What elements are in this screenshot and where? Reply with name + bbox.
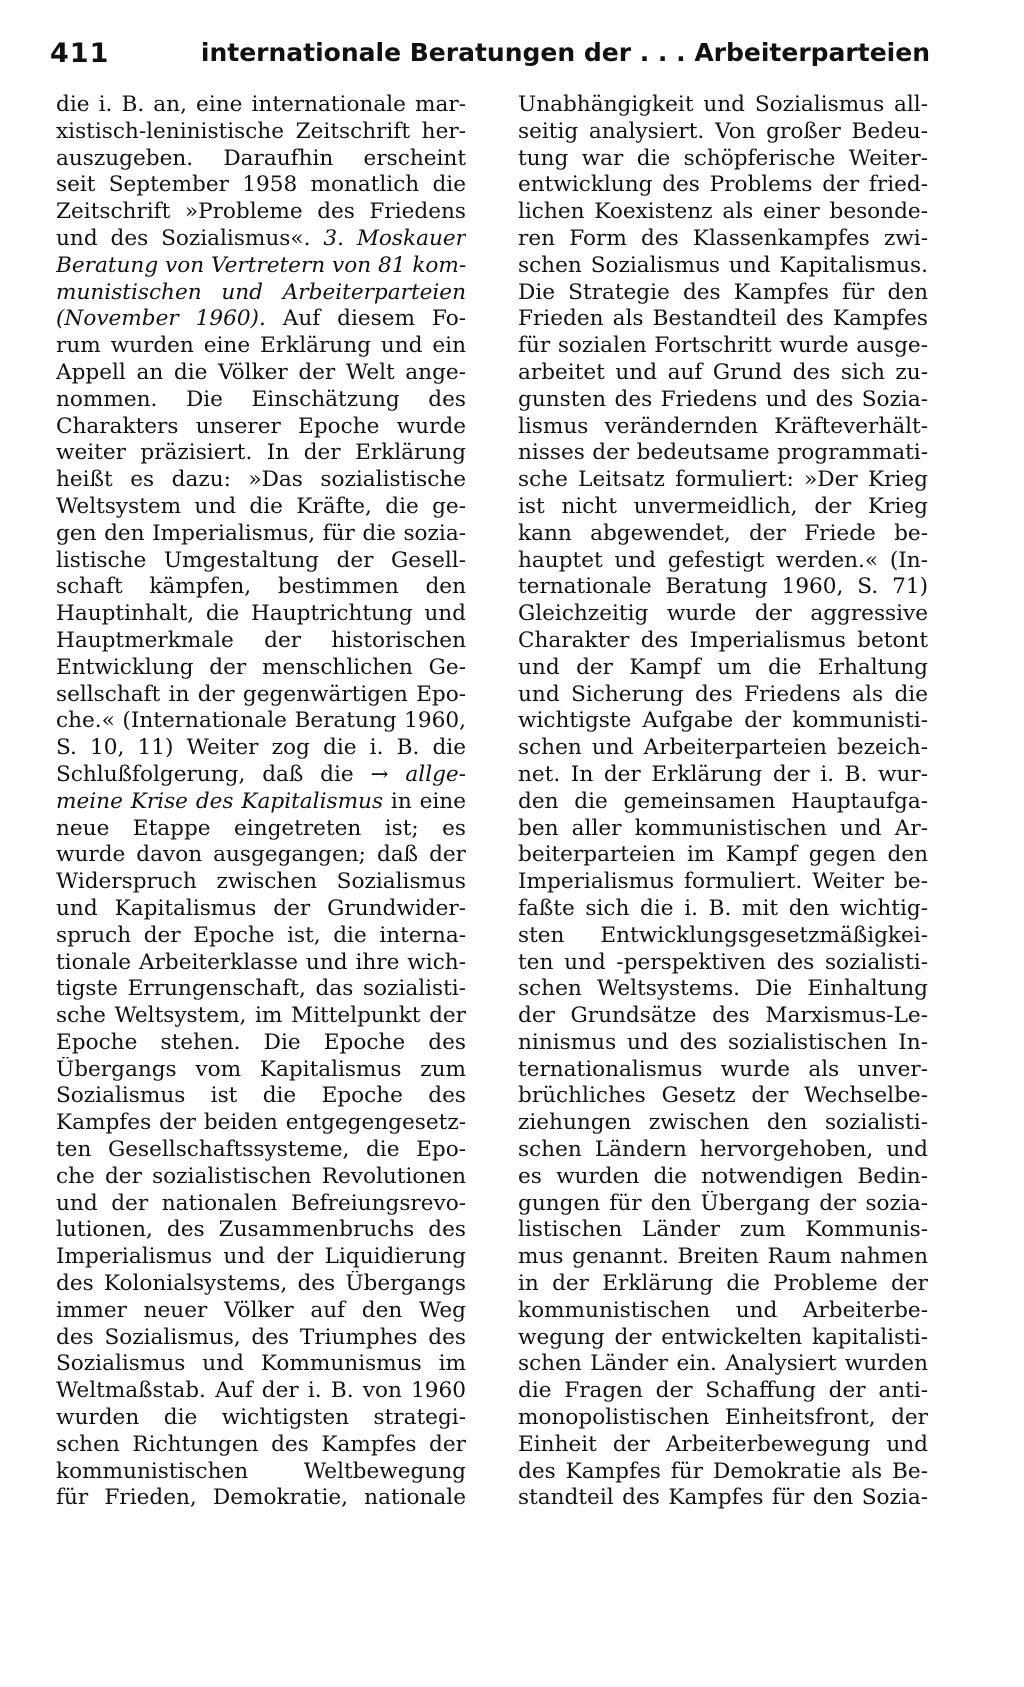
text-line xyxy=(518,1405,928,1432)
text-segment: tigste Errungenschaft, das sozialisti- xyxy=(56,976,466,1002)
italic-text: munistischen und Arbeiterparteien xyxy=(56,279,466,305)
text-line xyxy=(56,1191,466,1218)
text-line xyxy=(56,467,466,494)
text-segment: des Sozialismus, des Triumphes des xyxy=(56,1324,466,1350)
text-segment: der Grundsätze des Marxismus-Le- xyxy=(518,1003,928,1029)
text-segment: nommen. Die Einschätzung des xyxy=(56,386,466,412)
text-line xyxy=(518,280,928,307)
text-segment: Auf diesem Fo- xyxy=(265,306,466,332)
text-line xyxy=(56,655,466,682)
text-line xyxy=(518,199,928,226)
text-segment: Schlußfolgerung, daß die xyxy=(56,761,371,787)
text-line xyxy=(518,1003,928,1030)
text-line xyxy=(56,521,466,548)
text-segment: che.« (Internationale Beratung 1960, xyxy=(56,708,466,734)
italic-text: → allge- xyxy=(370,761,466,787)
text-segment: lutionen, des Zusammenbruchs des xyxy=(56,1217,466,1243)
text-line xyxy=(56,842,466,869)
text-segment: Epoche stehen. Die Epoche des xyxy=(56,1029,466,1055)
text-line xyxy=(518,574,928,601)
text-column-left xyxy=(56,92,466,1512)
text-line xyxy=(518,1325,928,1352)
text-segment: S. 10, 11) Weiter zog die i. B. die xyxy=(56,735,466,761)
text-segment: des Kampfes für Demokratie als Be- xyxy=(518,1458,928,1484)
text-line xyxy=(518,869,928,896)
text-line xyxy=(56,1217,466,1244)
text-line xyxy=(518,950,928,977)
text-line xyxy=(518,1459,928,1486)
text-line xyxy=(518,1298,928,1325)
text-segment: wichtigste Aufgabe der kommunisti- xyxy=(518,708,928,734)
text-segment: Weltmaßstab. Auf der i. B. von 1960 xyxy=(56,1378,466,1404)
text-segment: wegung der entwickelten kapitalisti- xyxy=(518,1324,928,1350)
text-segment: Gleichzeitig wurde der aggressive xyxy=(518,601,928,627)
text-segment: sellschaft in der gegenwärtigen Epo- xyxy=(56,681,466,707)
text-line xyxy=(56,1244,466,1271)
text-segment: Die Strategie des Kampfes für den xyxy=(518,279,928,305)
text-line xyxy=(518,92,928,119)
text-segment: tung war die schöpferische Weiter- xyxy=(518,145,928,171)
text-line xyxy=(518,655,928,682)
text-line xyxy=(56,414,466,441)
text-segment: ten Gesellschaftssysteme, die Epo- xyxy=(56,1137,466,1163)
text-segment: Sozialismus ist die Epoche des xyxy=(56,1083,466,1109)
page-header xyxy=(50,38,930,78)
text-line xyxy=(518,226,928,253)
text-segment: die i. B. an, eine internationale mar- xyxy=(56,92,466,117)
text-segment: Entwicklung der menschlichen Ge- xyxy=(56,654,466,680)
running-title: internationale Beratungen der . . . Arbeiterparteien xyxy=(200,38,930,67)
text-line xyxy=(518,708,928,735)
text-line xyxy=(56,923,466,950)
text-segment: und der nationalen Befreiungsrevo- xyxy=(56,1190,466,1216)
text-line xyxy=(56,387,466,414)
text-segment: ternationalismus wurde als unver- xyxy=(518,1056,928,1082)
text-line xyxy=(518,682,928,709)
text-segment: ten und -perspektiven des sozialisti- xyxy=(518,949,928,975)
text-segment: arbeitet und auf Grund des sich zu- xyxy=(518,359,928,385)
text-segment: wurden die wichtigsten strategi- xyxy=(56,1405,466,1431)
page-number: 411 xyxy=(50,38,110,69)
text-segment: Übergangs vom Kapitalismus zum xyxy=(56,1056,466,1082)
text-segment: net. In der Erklärung der i. B. wur- xyxy=(518,761,928,787)
text-line xyxy=(56,950,466,977)
text-line xyxy=(56,199,466,226)
text-segment: ziehungen zwischen den sozialisti- xyxy=(518,1110,928,1136)
text-line xyxy=(56,1485,466,1512)
text-segment: ren Form des Klassenkampfes zwi- xyxy=(518,225,928,251)
text-segment: monopolistischen Einheitsfront, der xyxy=(518,1405,928,1431)
text-segment: Charakter des Imperialismus betont xyxy=(518,627,928,653)
text-line xyxy=(518,1244,928,1271)
text-segment: des Kolonialsystems, des Übergangs xyxy=(56,1271,466,1297)
text-segment: sche Leitsatz formuliert: »Der Krieg xyxy=(518,467,928,493)
text-line xyxy=(518,976,928,1003)
text-segment: schen Richtungen des Kampfes der xyxy=(56,1431,466,1457)
text-line xyxy=(56,628,466,655)
text-line xyxy=(518,842,928,869)
text-line xyxy=(56,306,466,333)
text-line xyxy=(518,521,928,548)
text-line xyxy=(56,896,466,923)
text-segment: seit September 1958 monatlich die xyxy=(56,172,466,198)
text-segment: Hauptinhalt, die Hauptrichtung und xyxy=(56,601,466,627)
text-segment: und des Sozialismus«. xyxy=(56,225,324,251)
text-segment: und Kapitalismus der Grundwider- xyxy=(56,895,466,921)
text-segment: Imperialismus und der Liquidierung xyxy=(56,1244,466,1270)
text-segment: heißt es dazu: »Das sozialistische xyxy=(56,467,466,493)
text-segment: ist nicht unvermeidlich, der Krieg xyxy=(518,493,928,519)
text-segment: ternationale Beratung 1960, S. 71) xyxy=(518,574,928,600)
text-line xyxy=(518,1191,928,1218)
text-segment: Charakters unserer Epoche wurde xyxy=(56,413,466,439)
text-segment: die Fragen der Schaffung der anti- xyxy=(518,1378,928,1404)
text-line xyxy=(56,1325,466,1352)
text-segment: lismus verändernden Kräfteverhält- xyxy=(518,413,928,439)
text-line xyxy=(56,440,466,467)
text-line xyxy=(56,280,466,307)
text-segment: tionale Arbeiterklasse und ihre wich- xyxy=(56,949,466,975)
text-segment: den die gemeinsamen Hauptaufga- xyxy=(518,788,928,814)
text-line xyxy=(518,816,928,843)
text-line xyxy=(56,976,466,1003)
text-line xyxy=(56,360,466,387)
text-line xyxy=(56,494,466,521)
text-line xyxy=(56,1271,466,1298)
text-line xyxy=(518,735,928,762)
text-line xyxy=(518,1083,928,1110)
text-segment: brüchliches Gesetz der Wechselbe- xyxy=(518,1083,928,1109)
text-segment: Sozialismus und Kommunismus im xyxy=(56,1351,466,1377)
text-segment: und der Kampf um die Erhaltung xyxy=(518,654,928,680)
text-segment: che der sozialistischen Revolutionen xyxy=(56,1163,466,1189)
text-segment: gen den Imperialismus, für die sozia- xyxy=(56,520,466,546)
text-line xyxy=(56,682,466,709)
text-line xyxy=(56,869,466,896)
text-line xyxy=(518,467,928,494)
text-line xyxy=(56,1164,466,1191)
text-segment: es wurden die notwendigen Bedin- xyxy=(518,1163,928,1189)
text-line xyxy=(56,548,466,575)
text-line xyxy=(56,1110,466,1137)
text-segment: Imperialismus formuliert. Weiter be- xyxy=(518,869,928,895)
text-line xyxy=(518,119,928,146)
text-line xyxy=(518,548,928,575)
text-segment: schen und Arbeiterparteien bezeich- xyxy=(518,735,928,761)
text-line xyxy=(518,1271,928,1298)
text-line xyxy=(518,146,928,173)
text-line xyxy=(56,226,466,253)
text-line xyxy=(518,1485,928,1512)
text-segment: Unabhängigkeit und Sozialismus all- xyxy=(518,92,928,117)
text-line xyxy=(518,1110,928,1137)
text-line xyxy=(56,1351,466,1378)
text-segment: listischen Länder zum Kommunis- xyxy=(518,1217,928,1243)
text-line xyxy=(518,1137,928,1164)
text-line xyxy=(56,1459,466,1486)
text-line xyxy=(518,440,928,467)
text-line xyxy=(56,1057,466,1084)
italic-text: (November 1960). xyxy=(56,306,266,332)
text-segment: Frieden als Bestandteil des Kampfes xyxy=(518,306,928,332)
text-segment: Widerspruch zwischen Sozialismus xyxy=(56,869,466,895)
text-segment: lichen Koexistenz als einer besonde- xyxy=(518,199,928,225)
text-segment: schen Länder ein. Analysiert wurden xyxy=(518,1351,928,1377)
text-segment: Weltsystem und die Kräfte, die ge- xyxy=(56,493,466,519)
italic-text: meine Krise des Kapitalismus xyxy=(56,788,384,814)
text-line xyxy=(56,92,466,119)
text-segment: ninismus und des sozialistischen In- xyxy=(518,1029,928,1055)
text-line xyxy=(56,333,466,360)
text-segment: gunsten des Friedens und des Sozia- xyxy=(518,386,928,412)
text-segment: Einheit der Arbeiterbewegung und xyxy=(518,1431,928,1457)
text-line xyxy=(518,333,928,360)
text-segment: schen Sozialismus und Kapitalismus. xyxy=(518,252,928,278)
text-line xyxy=(56,1003,466,1030)
text-line xyxy=(518,414,928,441)
text-line xyxy=(518,1057,928,1084)
text-line xyxy=(56,1030,466,1057)
text-segment: sche Weltsystem, im Mittelpunkt der xyxy=(56,1003,466,1029)
text-segment: für sozialen Fortschritt wurde ausge- xyxy=(518,333,928,359)
text-line xyxy=(56,253,466,280)
text-line xyxy=(518,306,928,333)
italic-text: Beratung von Vertretern von 81 kom- xyxy=(56,252,466,278)
text-line xyxy=(518,789,928,816)
text-segment: beiterparteien im Kampf gegen den xyxy=(518,842,928,868)
text-line xyxy=(56,708,466,735)
text-line xyxy=(518,762,928,789)
text-line xyxy=(518,1030,928,1057)
text-line xyxy=(518,253,928,280)
text-segment: hauptet und gefestigt werden.« (In- xyxy=(518,547,928,573)
text-segment: ben aller kommunistischen und Ar- xyxy=(518,815,928,841)
text-line xyxy=(56,1405,466,1432)
text-segment: faßte sich die i. B. mit den wichtig- xyxy=(518,895,928,921)
text-line xyxy=(518,494,928,521)
text-line xyxy=(56,735,466,762)
text-segment: Zeitschrift »Probleme des Friedens xyxy=(56,199,466,225)
text-line xyxy=(518,923,928,950)
text-segment: nisses der bedeutsame programmati- xyxy=(518,440,928,466)
text-line xyxy=(518,1164,928,1191)
text-segment: kann abgewendet, der Friede be- xyxy=(518,520,928,546)
text-segment: rum wurden eine Erklärung und ein xyxy=(56,333,466,359)
text-line xyxy=(56,172,466,199)
text-segment: xistisch-leninistische Zeitschrift her- xyxy=(56,118,466,144)
text-line xyxy=(518,1351,928,1378)
italic-text: 3. Moskauer xyxy=(323,225,466,251)
text-segment: Kampfes der beiden entgegengesetz- xyxy=(56,1110,466,1136)
text-segment: für Frieden, Demokratie, nationale xyxy=(56,1485,466,1511)
text-segment: entwicklung des Problems der fried- xyxy=(518,172,928,198)
text-segment: Appell an die Völker der Welt ange- xyxy=(56,359,466,385)
text-line xyxy=(56,1137,466,1164)
text-segment: auszugeben. Daraufhin erscheint xyxy=(56,145,466,171)
text-line xyxy=(56,762,466,789)
text-line xyxy=(56,1083,466,1110)
text-segment: sten Entwicklungsgesetzmäßigkei- xyxy=(518,922,928,948)
text-line xyxy=(56,1378,466,1405)
text-line xyxy=(56,1432,466,1459)
text-line xyxy=(56,816,466,843)
text-segment: schaft kämpfen, bestimmen den xyxy=(56,574,466,600)
text-segment: immer neuer Völker auf den Weg xyxy=(56,1297,466,1323)
text-line xyxy=(56,119,466,146)
text-line xyxy=(518,387,928,414)
text-segment: kommunistischen und Arbeiterbe- xyxy=(518,1297,928,1323)
text-line xyxy=(56,789,466,816)
text-segment: weiter präzisiert. In der Erklärung xyxy=(56,440,466,466)
text-line xyxy=(518,1217,928,1244)
text-line xyxy=(518,896,928,923)
text-segment: seitig analysiert. Von großer Bedeu- xyxy=(518,118,928,144)
text-segment: neue Etappe eingetreten ist; es xyxy=(56,815,466,841)
text-segment: schen Weltsystems. Die Einhaltung xyxy=(518,976,928,1002)
text-line xyxy=(518,1432,928,1459)
text-segment: standteil des Kampfes für den Sozia- xyxy=(518,1485,928,1511)
text-line xyxy=(56,601,466,628)
text-segment: kommunistischen Weltbewegung xyxy=(56,1458,466,1484)
text-segment: in der Erklärung die Probleme der xyxy=(518,1271,928,1297)
text-segment: in eine xyxy=(383,788,466,814)
text-line xyxy=(518,172,928,199)
text-segment: wurde davon ausgegangen; daß der xyxy=(56,842,466,868)
text-line xyxy=(56,1298,466,1325)
text-line xyxy=(518,628,928,655)
text-segment: listische Umgestaltung der Gesell- xyxy=(56,547,466,573)
text-segment: gungen für den Übergang der sozia- xyxy=(518,1190,928,1216)
text-segment: und Sicherung des Friedens als die xyxy=(518,681,928,707)
text-line xyxy=(56,146,466,173)
text-segment: spruch der Epoche ist, die interna- xyxy=(56,922,466,948)
text-segment: schen Ländern hervorgehoben, und xyxy=(518,1137,928,1163)
text-line xyxy=(518,1378,928,1405)
text-line xyxy=(518,360,928,387)
text-line xyxy=(518,601,928,628)
text-segment: Hauptmerkmale der historischen xyxy=(56,627,466,653)
text-column-right xyxy=(518,92,928,1512)
text-segment: mus genannt. Breiten Raum nahmen xyxy=(518,1244,928,1270)
text-line xyxy=(56,574,466,601)
